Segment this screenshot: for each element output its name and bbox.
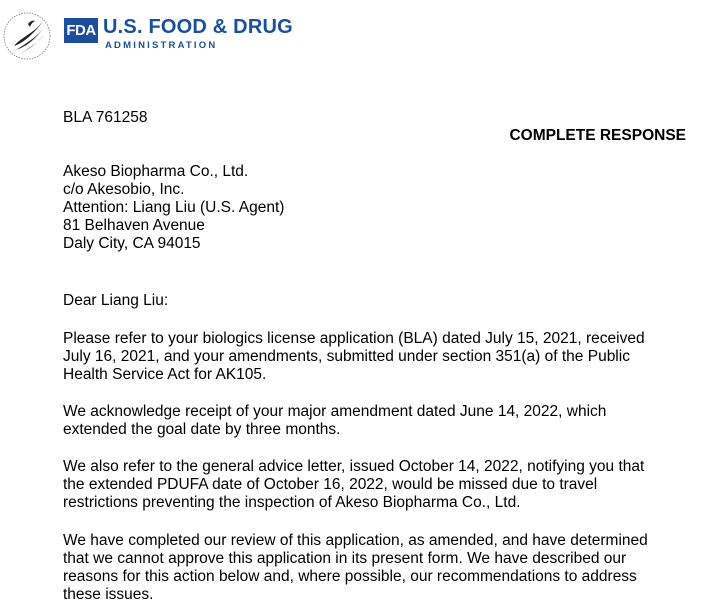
paragraph-line: Please refer to your biologics license application (BLA) dated July 15, 2021, received [63,330,645,347]
letter-status: COMPLETE RESPONSE [509,127,686,144]
address-line: Daly City, CA 94015 [63,235,201,252]
paragraph-line: extended the goal date by three months. [63,421,341,438]
paragraph-line: Health Service Act for AK105. [63,366,267,383]
paragraph-line: that we cannot approve this application in its present form. We have described our [63,550,627,567]
address-line: c/o Akesobio, Inc. [63,181,185,198]
agency-subtitle: ADMINISTRATION [105,40,218,51]
hhs-seal-icon [2,10,52,62]
paragraph-line: July 16, 2021, and your amendments, submitted under section 351(a) of the Public [63,348,630,365]
address-line: 81 Belhaven Avenue [63,217,205,234]
paragraph-line: reasons for this action below and, where possible, our recommendations to address [63,568,637,585]
recipient-address [63,163,284,253]
paragraph-line: the extended PDUFA date of October 16, 2022, would be missed due to travel [63,476,598,493]
body-paragraph [63,403,693,439]
body-paragraph [63,532,693,604]
bla-reference: BLA 761258 [63,109,148,126]
address-line: Attention: Liang Liu (U.S. Agent) [63,199,285,216]
letterhead [0,0,702,70]
paragraph-line: restrictions preventing the inspection of Akeso Biopharma Co., Ltd. [63,494,521,511]
body-paragraph [63,458,693,512]
body-paragraph [63,330,693,384]
paragraph-line: We acknowledge receipt of your major amendment dated June 14, 2022, which [63,403,607,420]
paragraph-line: We also refer to the general advice letter, issued October 14, 2022, notifying you that [63,458,645,475]
fda-logo-box: FDA [64,18,98,43]
salutation: Dear Liang Liu: [63,292,169,309]
agency-name: U.S. FOOD & DRUG [103,16,293,38]
paragraph-line: these issues. [63,586,154,603]
address-line: Akeso Biopharma Co., Ltd. [63,163,249,180]
paragraph-line: We have completed our review of this application, as amended, and have determined [63,532,648,549]
